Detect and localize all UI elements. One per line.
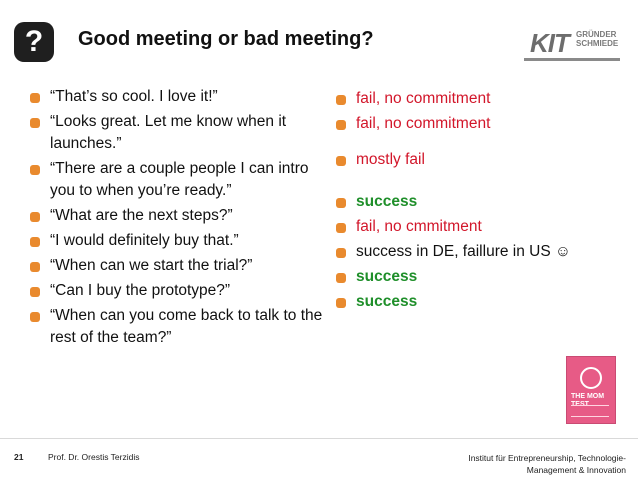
quote-text: “When can we start the trial?” [50,257,253,274]
institute-line-1: Institut für Entrepreneurship, Technologie- [468,453,626,463]
verdict-item [336,149,586,171]
quote-item [30,86,330,108]
verdicts-list [336,86,586,313]
verdict-item [336,113,586,135]
institute-name [406,452,626,476]
bullet-icon [30,287,40,297]
verdict-text: fail, no cmmitment [356,218,482,235]
quote-item [30,230,330,252]
verdict-item [336,216,586,238]
quote-item [30,111,330,155]
bullet-icon [336,198,346,208]
quote-item [30,205,330,227]
bullet-icon [336,223,346,233]
quote-text: “Looks great. Let me know when it launches.” [50,113,287,152]
question-mark-icon: ? [14,22,54,62]
verdict-text: success [356,193,418,210]
logo-subtitle [576,30,624,48]
logo-line-2: SCHMIEDE [576,39,619,48]
logo-brand: KIT [530,28,569,58]
bullet-icon [30,165,40,175]
verdict-item [336,266,586,288]
bullet-icon [336,298,346,308]
verdict-item [336,241,586,263]
bullet-icon [30,93,40,103]
logo-line-1: GRÜNDER [576,30,617,39]
slide-footer [0,438,638,479]
verdict-text: success in DE, faillure in US ☺ [356,243,571,260]
verdict-text: fail, no commitment [356,115,491,132]
verdict-item [336,191,586,213]
bullet-icon [30,212,40,222]
bullet-icon [30,312,40,322]
institute-line-2: Management & Innovation [526,465,626,475]
book-subtitle-lines [571,405,609,417]
plate-icon [580,367,602,389]
footer-divider [0,438,638,439]
page-number: 21 [14,452,24,462]
quote-text: “I would definitely buy that.” [50,232,239,249]
author-name: Prof. Dr. Orestis Terzidis [48,452,140,462]
quote-text: “There are a couple people I can intro you to when you’re ready.” [50,160,309,199]
bullet-icon [336,273,346,283]
bullet-icon [30,118,40,128]
bullet-icon [336,248,346,258]
kit-gruenderschmiede-logo [520,22,624,66]
quote-text: “What are the next steps?” [50,207,233,224]
verdict-item [336,88,586,110]
quote-item [30,255,330,277]
bullet-icon [336,95,346,105]
verdict-text: success [356,293,418,310]
bullet-icon [336,120,346,130]
quote-text: “That’s so cool. I love it!” [50,88,218,105]
quote-item [30,280,330,302]
slide-header [0,0,638,82]
bullet-icon [30,237,40,247]
bullet-icon [30,262,40,272]
verdict-text: fail, no commitment [356,90,491,107]
quotes-list [30,86,330,352]
quote-text: “When can you come back to talk to the rest of the team?” [50,307,323,346]
mom-test-book-cover [566,356,616,424]
quote-item [30,305,330,349]
logo-underline [524,58,620,61]
quote-item [30,158,330,202]
book-title: THE MOM TEST [571,393,605,408]
verdict-item [336,291,586,313]
verdict-text: mostly fail [356,151,425,168]
bullet-icon [336,156,346,166]
quote-text: “Can I buy the prototype?” [50,282,231,299]
slide-title: Good meeting or bad meeting? [78,28,374,50]
verdict-text: success [356,268,418,285]
